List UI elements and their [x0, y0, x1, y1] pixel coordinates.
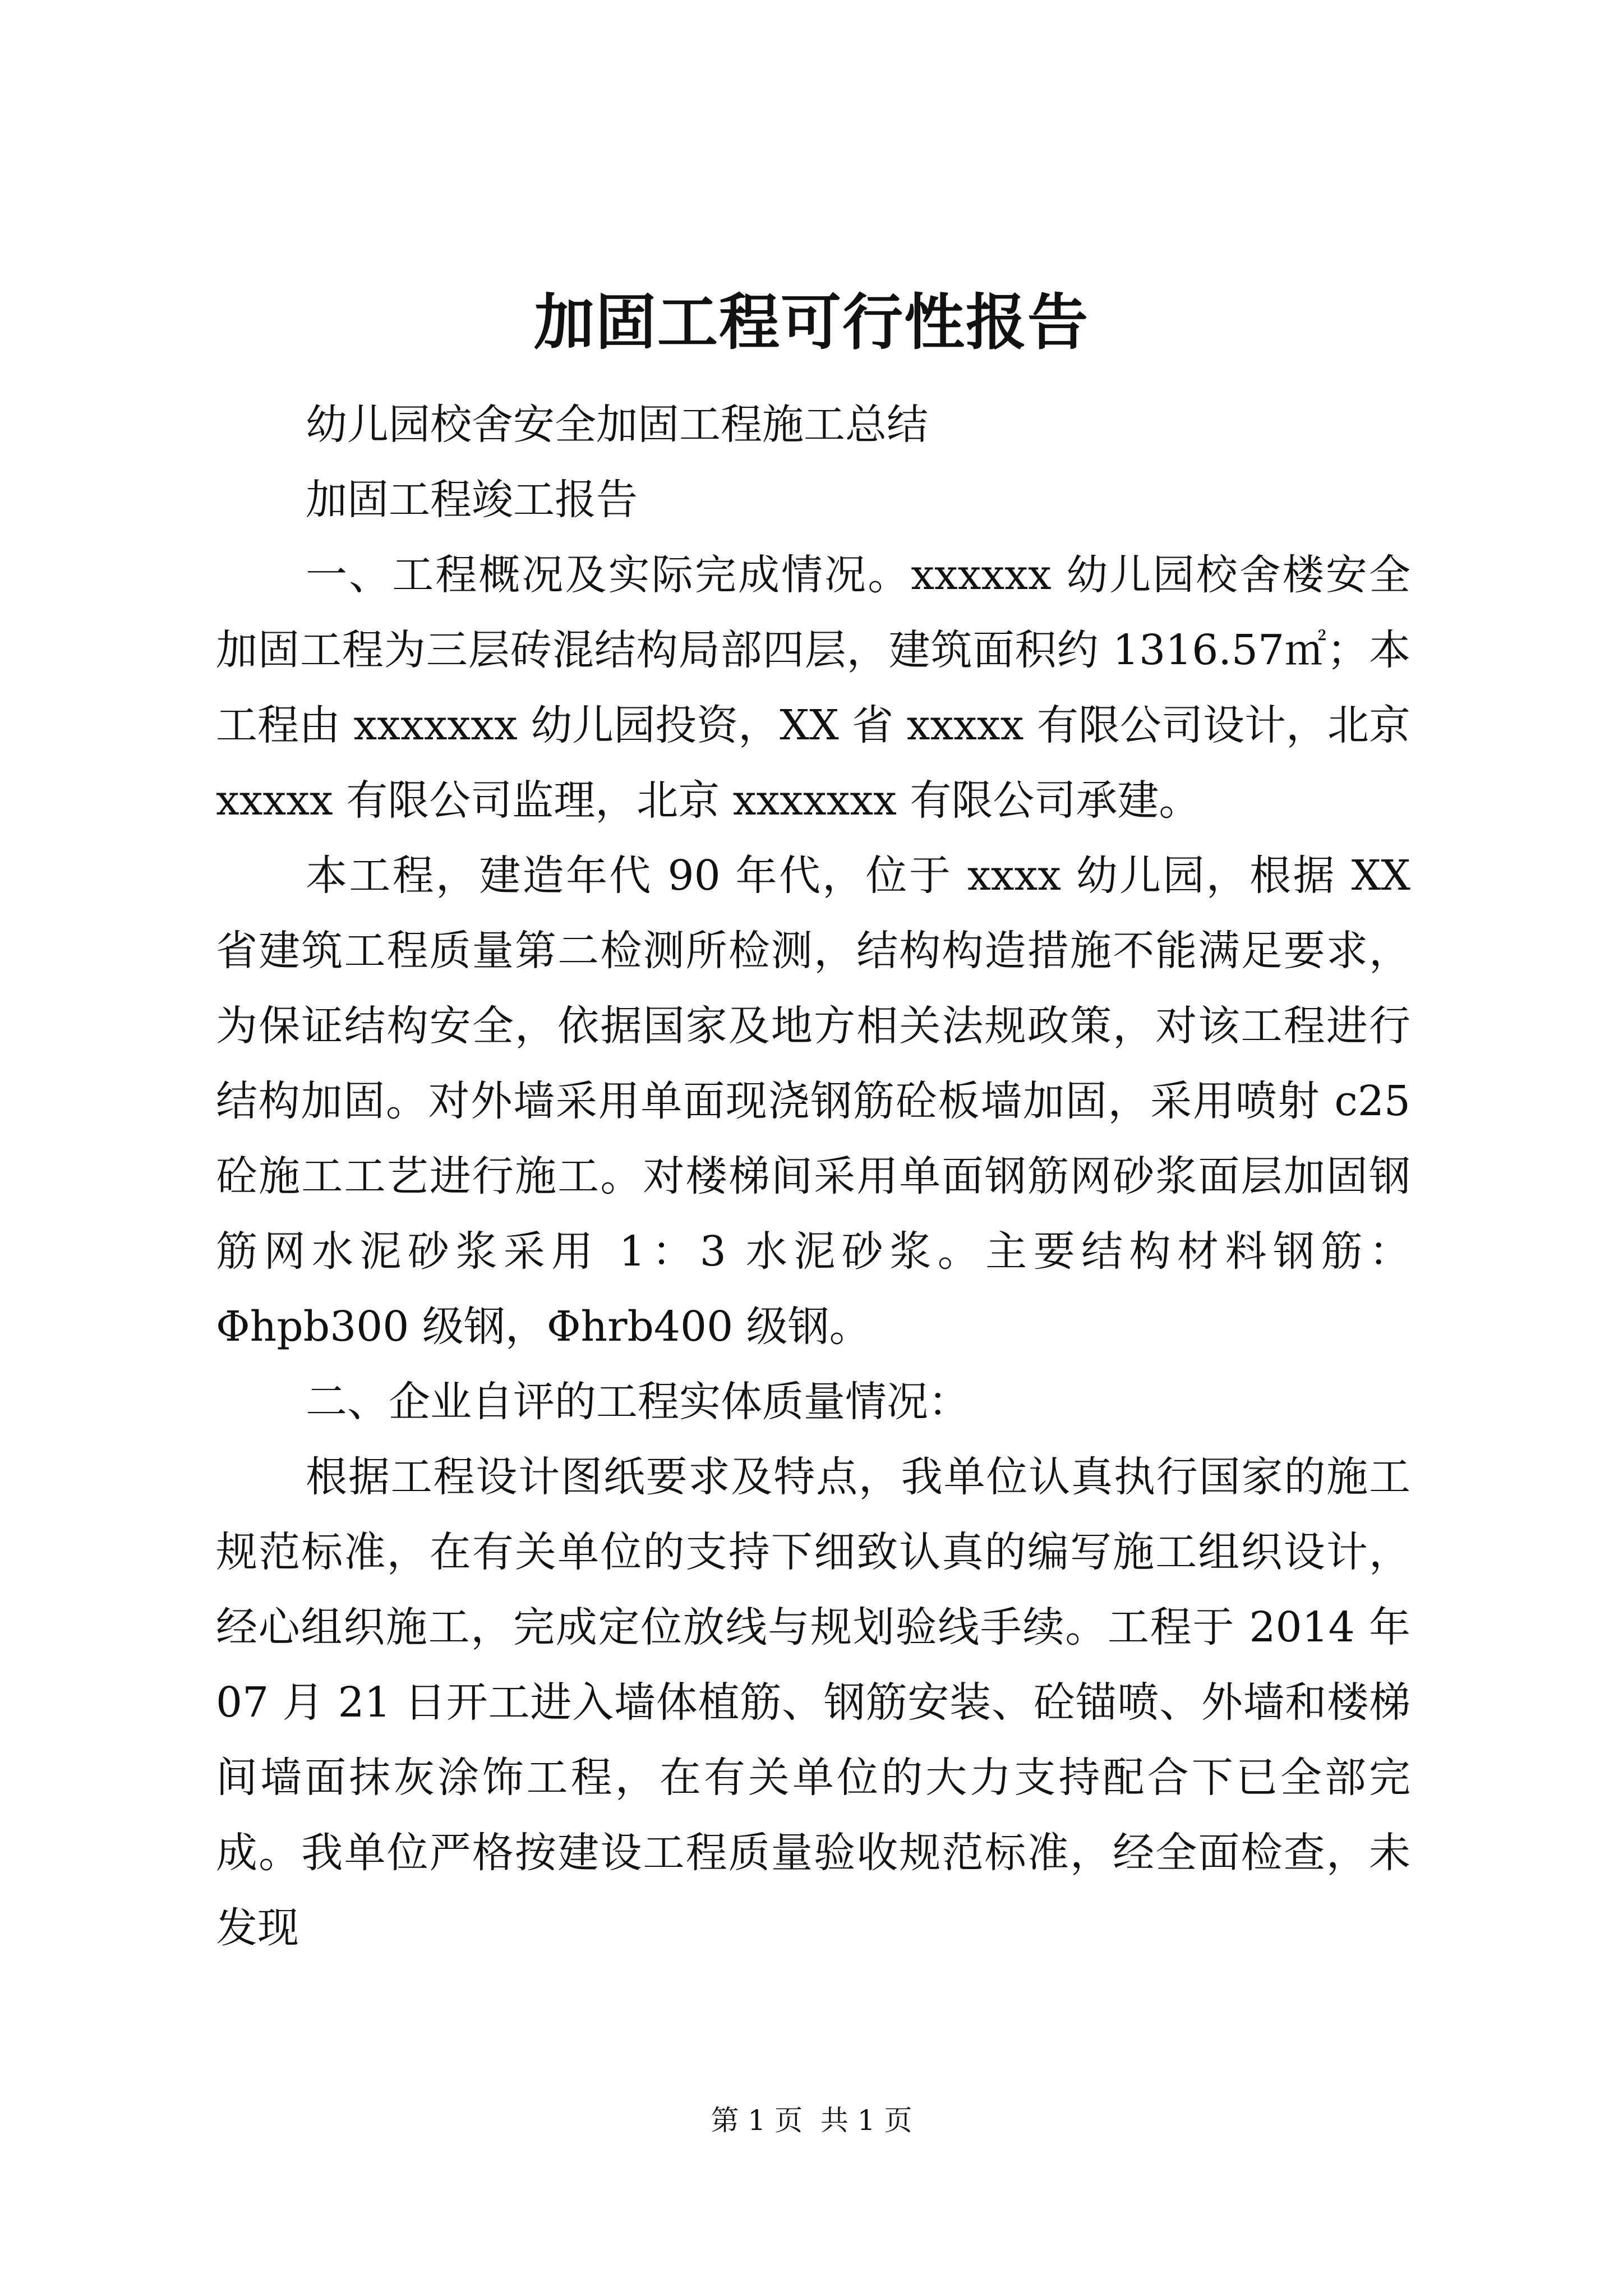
paragraph-report-name: 加固工程竣工报告 [306, 476, 638, 524]
document-body [216, 387, 1410, 1966]
paragraph-project-overview: 一、工程概况及实际完成情况。xxxxxx 幼儿园校舍楼安全加固工程为三层砖混结构局部四层，建筑面积约 1316.57㎡；本工程由 xxxxxxx 幼儿园投资，XX 省 xxxxx 有限公司设计，北京 xxxxx 有限公司监理，北京 xxxxxxx 有限公司承建。 [216, 551, 1410, 825]
paragraph-quality-assessment: 根据工程设计图纸要求及特点，我单位认真执行国家的施工规范标准，在有关单位的支持下细致认真的编写施工组织设计，经心组织施工，完成定位放线与规划验线手续。工程于 2014 年 07 月 21 日开工进入墙体植筋、钢筋安装、砼锚喷、外墙和楼梯间墙面抹灰涂饰工程，在有关单位的大力支持配合下已全部完成。我单位严格按建设工程质量验收规范标准，经全面检查，未发现 [216, 1453, 1410, 1952]
paragraph-subtitle: 幼儿园校舍安全加固工程施工总结 [306, 401, 928, 449]
page-number: 第 1 页 共 1 页 [711, 2104, 912, 2137]
paragraph-project-background: 本工程，建造年代 90 年代，位于 xxxx 幼儿园，根据 XX 省建筑工程质量第二检测所检测，结构构造措施不能满足要求，为保证结构安全，依据国家及地方相关法规政策，对该工程进行结构加固。对外墙采用单面现浇钢筋砼板墙加固，采用喷射 c25 砼施工工艺进行施工。对楼梯间采用单面钢筋网砂浆面层加固钢筋网水泥砂浆采用 1：3 水泥砂浆。主要结构材料钢筋：Φhpb300 级钢，Φhrb400 级钢。 [216, 852, 1410, 1351]
paragraph-section-heading: 二、企业自评的工程实体质量情况： [306, 1378, 970, 1426]
document-title: 加固工程可行性报告 [533, 287, 1089, 358]
page-footer [0, 2101, 1623, 2140]
